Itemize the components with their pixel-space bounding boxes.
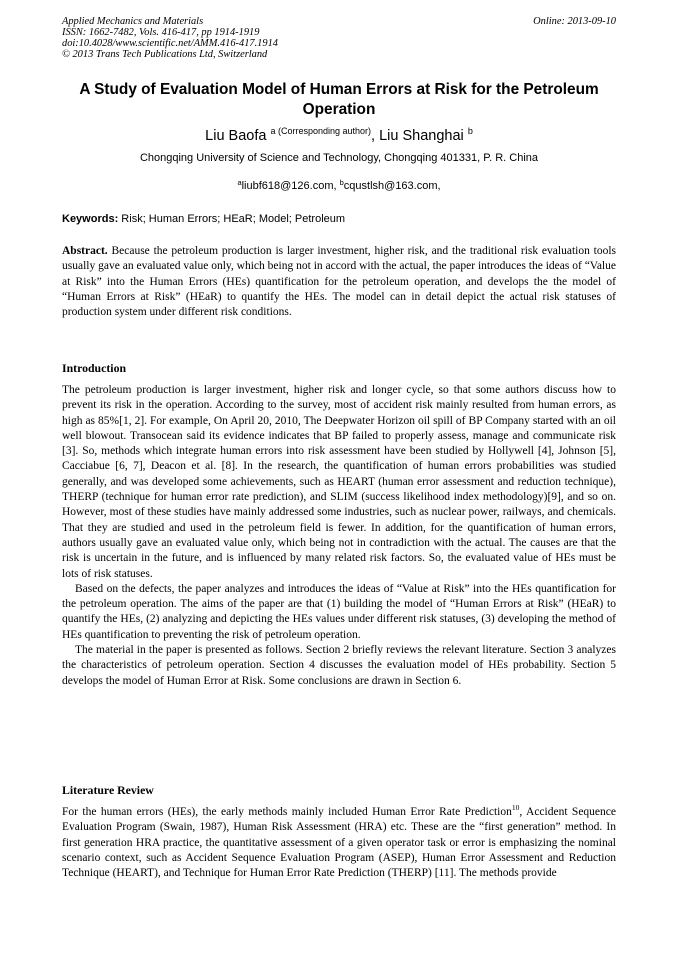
author-superscript: a (Corresponding author) <box>270 126 372 136</box>
paragraph-text: For the human errors (HEs), the early methods mainly included Human Error Rate Prediction <box>62 806 512 818</box>
journal-header <box>62 16 278 60</box>
section-heading-introduction: Introduction <box>62 361 127 375</box>
copyright-line: © 2013 Trans Tech Publications Ltd, Switzerland <box>62 49 268 60</box>
online-date: Online: 2013-09-10 <box>533 16 616 27</box>
literature-review-body <box>62 805 616 881</box>
keywords-text: Risk; Human Errors; HEaR; Model; Petroleum <box>118 213 346 225</box>
email-superscript: a <box>237 178 242 187</box>
email-address: cqustlsh@163.com, <box>343 180 441 192</box>
email-line <box>62 176 616 193</box>
author-name: Liu Baofa <box>205 128 267 144</box>
email-superscript: b <box>339 178 344 187</box>
introduction-body <box>62 383 616 689</box>
doi-line: doi:10.4028/www.scientific.net/AMM.416-417.1914 <box>62 38 278 49</box>
abstract-label: Abstract. <box>62 245 108 257</box>
paragraph: Based on the defects, the paper analyzes and introduces the ideas of “Value at Risk” into the HEs quantification for the petroleum operation. The aims of the paper are that (1) building the model of “Human Errors at Risk” (HEaR) to quantify the HEs, (2) analyzing and depicting the HEs values under different risk statuses, (3) developing the method of HEs quantification to preventing the risk of petroleum operation. <box>62 582 616 641</box>
title-line-2: Operation <box>302 101 376 118</box>
author-separator: , <box>371 128 380 144</box>
paragraph: The material in the paper is presented as follows. Section 2 briefly reviews the relevant literature. Section 3 analyzes the characteristics of petroleum operation. Section 4 discusses the evaluation model of HEs probability. Section 5 develops the model of Human Error at Risk. Some conclusions are drawn in Section 6. <box>62 644 616 687</box>
section-heading-literature-review: Literature Review <box>62 783 154 797</box>
paragraph-text: , Accident Sequence Evaluation Program (Swain, 1987), Human Risk Assessment (HRA) etc. These are the “first generation” method. In first generation HRA practice, the quantitative assessment of a given operator task or error is emphasizing the nominal scenario context, such as Accident Sequence Evaluation Program (ASEP), Human Error Assessment and Reduction Technique (HEART), and Technique for Human Error Rate Prediction (THERP) [11]. The methods provide <box>62 806 616 880</box>
paper-title <box>62 80 616 120</box>
issn-line: ISSN: 1662-7482, Vols. 416-417, pp 1914-1919 <box>62 27 260 38</box>
keywords-label: Keywords: <box>62 213 119 225</box>
email-address: liubf618@126.com, <box>241 180 340 192</box>
affiliation: Chongqing University of Science and Technology, Chongqing 401331, P. R. China <box>139 152 539 164</box>
keywords <box>62 212 616 226</box>
reference-superscript: 10 <box>511 803 520 812</box>
journal-name: Applied Mechanics and Materials <box>62 16 204 27</box>
author-superscript: b <box>467 126 473 136</box>
title-line-1: A Study of Evaluation Model of Human Errors at Risk for the Petroleum <box>79 81 599 98</box>
paragraph: The petroleum production is larger investment, higher risk and longer cycle, so that some authors discuss how to prevent its risk in the operation. According to the survey, most of accident risk mainly resulted from human errors, as high as 85%[1, 2]. For example, On April 20, 2010, The Deepwater Horizon oil spill of BP Company started with an oil well blowout. Transocean said its evidence indicates that BP failed to properly assess, manage and communicate risk [3]. So, methods which integrate human errors into risk assessment have been studied by Hollywell [4], Johnson [5], Cacciabue [6, 7], Deacon et al. [8]. In the research, the quantification of human errors probabilities was studied generally, and was developed some achievements, such as HEART (human error assessment and reduction technique), THERP (technique for human error rate prediction), and SLIM (success likelihood index methodology)[9], and so on. However, most of these studies have mainly addressed some industries, such as nuclear power, railways, and chemicals. That they are studied and used in the petroleum field is fewer. In addition, for the quantification of human errors, authors usually gave an evaluated value only, which being not in contradiction with the actual. The causes are that the risk is uncertain in the future, and is influenced by many related risk factors. So, the evaluated value of HEs must be lots of risk statuses. <box>62 384 616 580</box>
abstract-text: Because the petroleum production is larger investment, higher risk, and the traditional risk evaluation tools usually gave an evaluated value only, which being not in accord with the actual, the paper introduces the ideas of “Value at Risk” into the Human Errors (HEs) quantification for the petroleum operation, and develops the the model of “Human Errors at Risk” (HEaR) to quantify the HEs. The model can in detail depict the actual risk statuses of production system under different risk conditions. <box>62 245 616 319</box>
author-list <box>62 122 616 145</box>
abstract <box>62 244 616 320</box>
author-name: Liu Shanghai <box>379 128 464 144</box>
paragraph <box>62 805 616 881</box>
